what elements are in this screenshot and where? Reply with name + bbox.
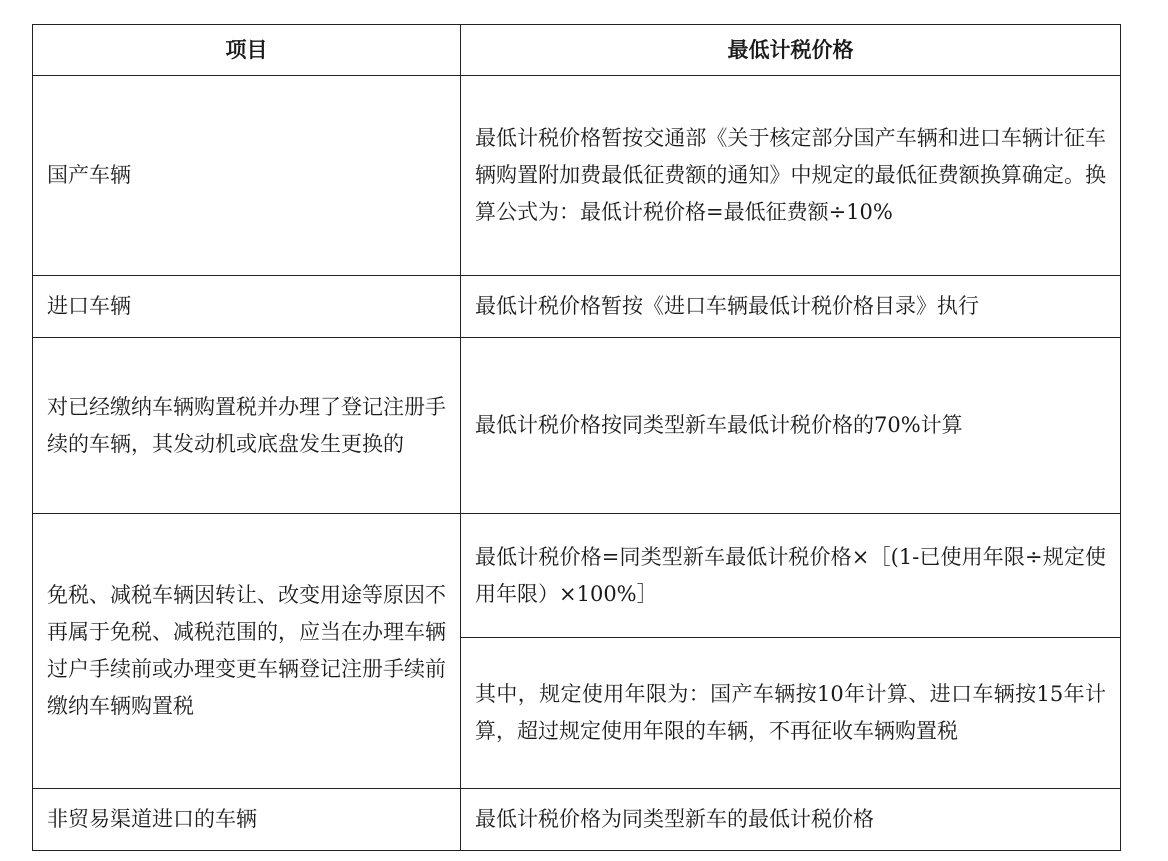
- header-price: 最低计税价格: [461, 25, 1121, 76]
- price-cell: 最低计税价格=同类型新车最低计税价格×［(1-已使用年限÷规定使用年限）×100%］: [461, 514, 1121, 638]
- item-cell: 对已经缴纳车辆购置税并办理了登记注册手续的车辆，其发动机或底盘发生更换的: [33, 338, 461, 514]
- table-header-row: [33, 25, 1121, 76]
- table-row: [33, 76, 1121, 276]
- item-cell: 国产车辆: [33, 76, 461, 276]
- tax-price-table: [32, 24, 1121, 851]
- table-row: [33, 514, 1121, 638]
- item-cell: 进口车辆: [33, 276, 461, 338]
- header-item: 项目: [33, 25, 461, 76]
- table-row: [33, 789, 1121, 851]
- price-cell: 最低计税价格为同类型新车的最低计税价格: [461, 789, 1121, 851]
- price-cell: 最低计税价格暂按《进口车辆最低计税价格目录》执行: [461, 276, 1121, 338]
- item-cell: 非贸易渠道进口的车辆: [33, 789, 461, 851]
- price-note-cell: 其中，规定使用年限为：国产车辆按10年计算、进口车辆按15年计算，超过规定使用年限的车辆，不再征收车辆购置税: [461, 638, 1121, 789]
- table-row: [33, 338, 1121, 514]
- price-cell: 最低计税价格暂按交通部《关于核定部分国产车辆和进口车辆计征车辆购置附加费最低征费额的通知》中规定的最低征费额换算确定。换算公式为：最低计税价格=最低征费额÷10%: [461, 76, 1121, 276]
- table-row: [33, 276, 1121, 338]
- price-cell: 最低计税价格按同类型新车最低计税价格的70%计算: [461, 338, 1121, 514]
- item-cell: 免税、减税车辆因转让、改变用途等原因不再属于免税、减税范围的，应当在办理车辆过户手续前或办理变更车辆登记注册手续前缴纳车辆购置税: [33, 514, 461, 789]
